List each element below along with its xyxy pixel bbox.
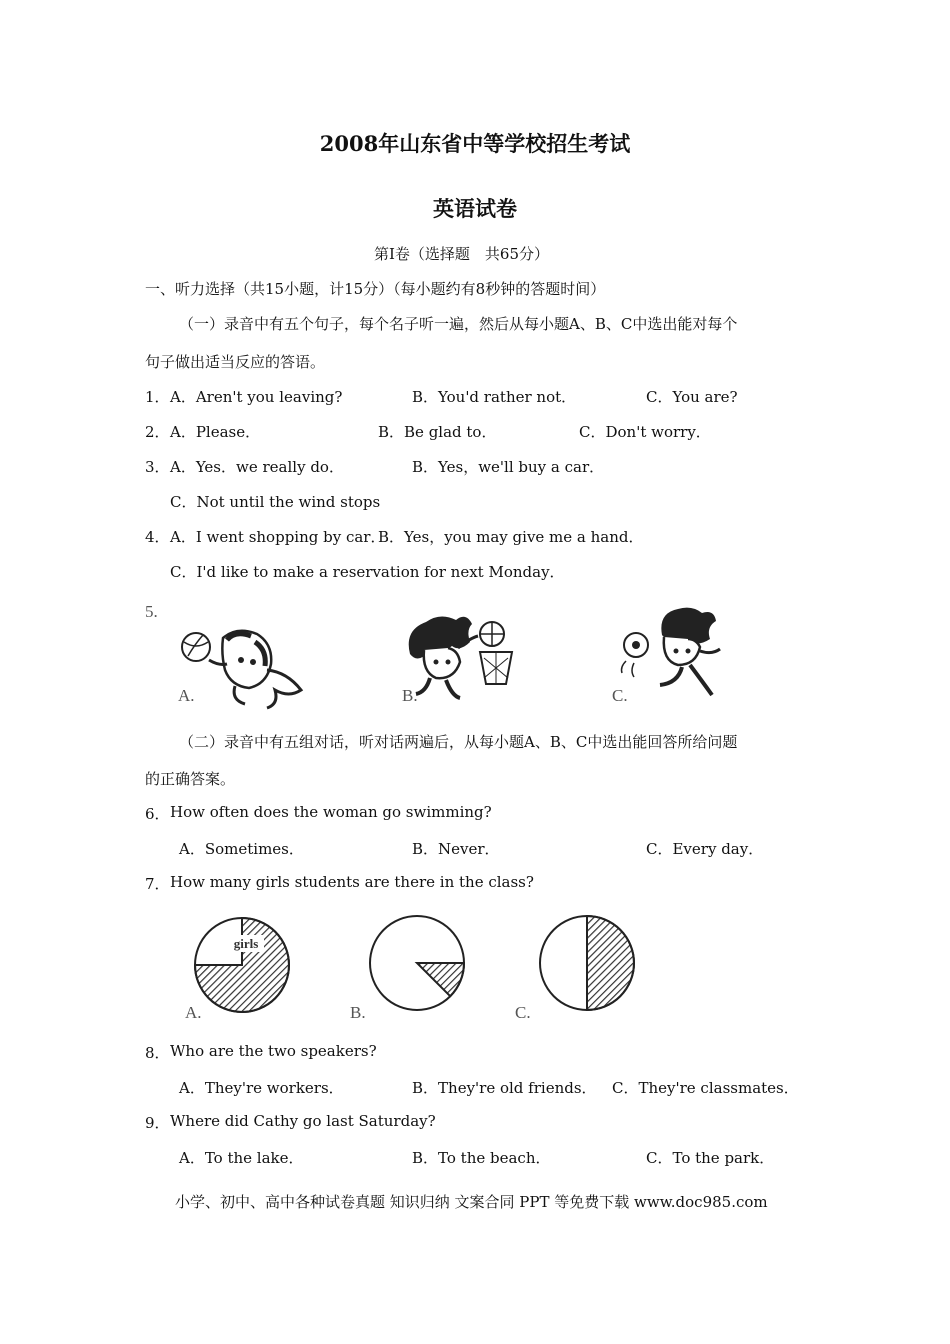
q5-label-a: A. bbox=[178, 686, 195, 705]
q7-label-c: C. bbox=[515, 1003, 531, 1022]
q9-option-b: B．To the beach． bbox=[412, 1149, 551, 1167]
q2-number: 2． bbox=[145, 423, 170, 441]
part1-intro-line1: （一）录音中有五个句子，每个名子听一遍，然后从每小题A、B、C中选出能对每个 bbox=[179, 315, 738, 333]
q7-label-b: B. bbox=[350, 1003, 366, 1022]
part2-intro-line2: 的正确答案。 bbox=[145, 770, 236, 788]
q8-option-a: A．They're workers． bbox=[179, 1079, 344, 1097]
q7-pie-c bbox=[539, 915, 639, 1015]
q8-option-b: B．They're old friends． bbox=[412, 1079, 597, 1097]
q3-option-b: B．Yes，we'll buy a car． bbox=[412, 458, 605, 476]
q5-picture-a-volleyball bbox=[175, 620, 315, 710]
q7-pie-a-girls-label: girls bbox=[233, 936, 259, 951]
q9-question: Where did Cathy go last Saturday? bbox=[170, 1112, 436, 1130]
q6-option-b: B．Never． bbox=[412, 840, 500, 858]
q9-option-a: A．To the lake． bbox=[179, 1149, 304, 1167]
q8-question: Who are the two speakers? bbox=[170, 1042, 377, 1060]
q7-pie-c-slice bbox=[587, 916, 634, 1010]
section-heading: 一、听力选择（共15小题，计15分）（每小题约有8秒钟的答题时间） bbox=[145, 280, 606, 298]
q8-number: 8． bbox=[145, 1044, 170, 1062]
q5-number: 5. bbox=[145, 602, 158, 621]
q1-option-a: A．Aren't you leaving? bbox=[170, 388, 343, 406]
q9-number: 9． bbox=[145, 1114, 170, 1132]
q7-pie-a bbox=[194, 917, 294, 1017]
paper-subtitle: 英语试卷 bbox=[433, 196, 517, 221]
q5-label-b: B. bbox=[402, 686, 418, 705]
q7-question: How many girls students are there in the class? bbox=[170, 873, 534, 891]
q3-option-c: C．Not until the wind stops bbox=[170, 493, 381, 511]
q5-label-c: C. bbox=[612, 686, 628, 705]
part2-intro-line1: （二）录音中有五组对话，听对话两遍后，从每小题A、B、C中选出能回答所给问题 bbox=[179, 733, 738, 751]
q5-picture-c-football bbox=[612, 605, 732, 705]
q6-option-c: C．Every day． bbox=[646, 840, 764, 858]
exam-title: 2008年山东省中等学校招生考试 bbox=[319, 131, 631, 156]
q2-option-c: C．Don't worry． bbox=[579, 423, 711, 441]
footer-text: 小学、初中、高中各种试卷真题 知识归纳 文案合同 PPT 等免费下载 www.doc985.com bbox=[175, 1193, 768, 1211]
q4-number: 4． bbox=[145, 528, 170, 546]
q7-number: 7． bbox=[145, 875, 170, 893]
q8-option-c: C．They're classmates． bbox=[612, 1079, 799, 1097]
q6-question: How often does the woman go swimming? bbox=[170, 803, 492, 821]
q7-pie-b-slice bbox=[417, 963, 464, 996]
q4-option-c: C．I'd like to make a reservation for next Monday． bbox=[170, 563, 565, 581]
part1-intro-line2: 句子做出适当反应的答语。 bbox=[145, 353, 326, 371]
volume-heading: 第Ⅰ卷（选择题 共65分） bbox=[374, 245, 550, 263]
q2-option-b: B．Be glad to． bbox=[378, 423, 497, 441]
q1-option-c: C．You are? bbox=[646, 388, 738, 406]
q9-option-c: C．To the park． bbox=[646, 1149, 775, 1167]
q2-option-a: A．Please． bbox=[170, 423, 261, 441]
q4-option-a: A．I went shopping by car． bbox=[170, 528, 386, 546]
q7-label-a: A. bbox=[185, 1003, 202, 1022]
q6-option-a: A．Sometimes． bbox=[179, 840, 304, 858]
q5-picture-b-basketball bbox=[400, 612, 530, 707]
q3-number: 3． bbox=[145, 458, 170, 476]
q6-number: 6． bbox=[145, 805, 170, 823]
q4-option-b: B．Yes，you may give me a hand． bbox=[378, 528, 644, 546]
q7-pie-b bbox=[369, 915, 469, 1015]
q1-number: 1． bbox=[145, 388, 170, 406]
q1-option-b: B．You'd rather not． bbox=[412, 388, 577, 406]
q3-option-a: A．Yes．we really do． bbox=[170, 458, 344, 476]
